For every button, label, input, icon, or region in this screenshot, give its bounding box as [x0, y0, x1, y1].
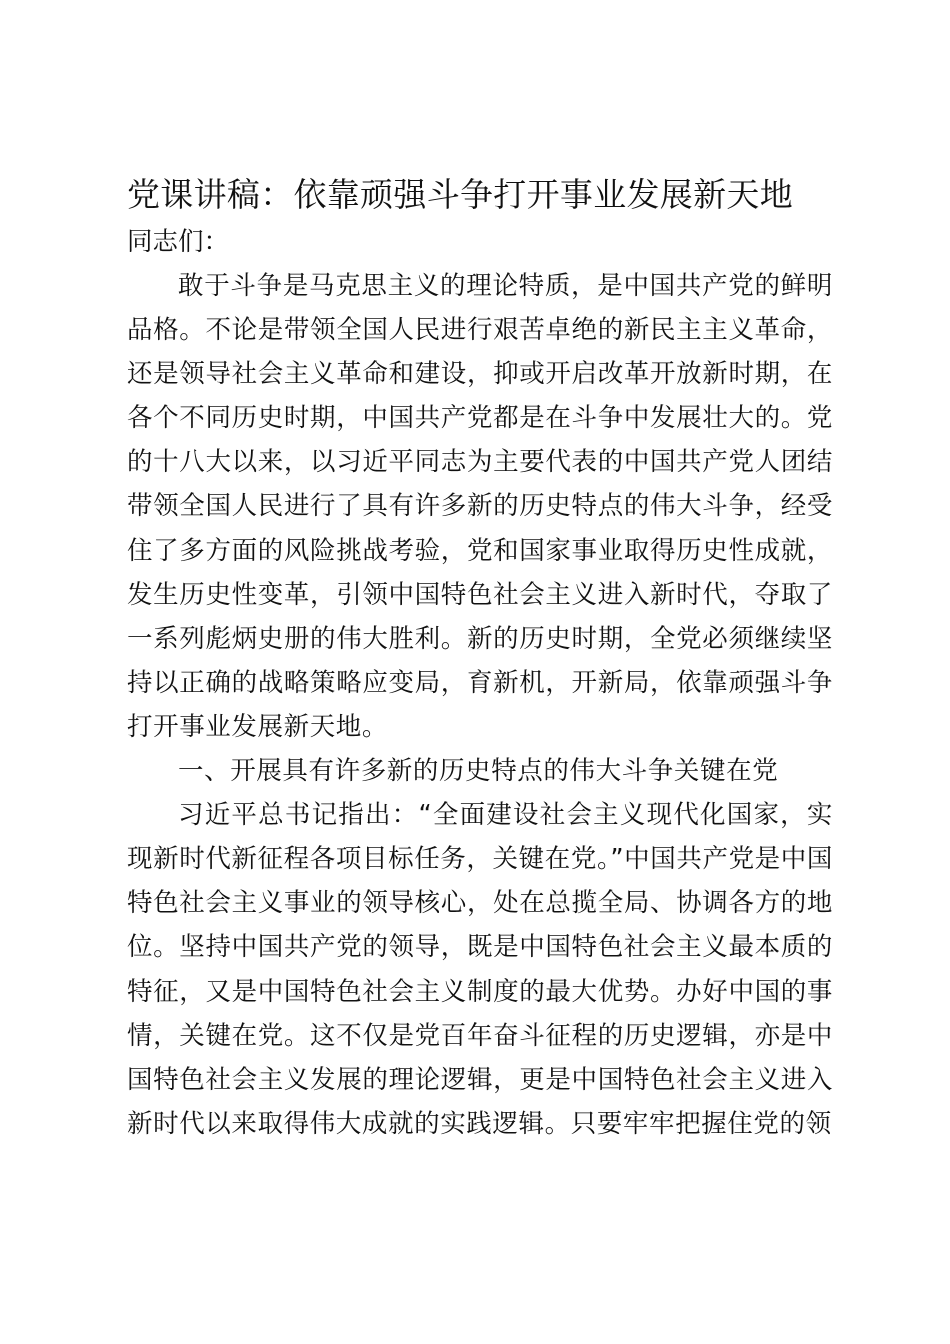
section-1-paragraph: 习近平总书记指出：“全面建设社会主义现代化国家，实现新时代新征程各项目标任务，关键在党。”中国共产党是中国特色社会主义事业的领导核心，处在总揽全局、协调各方的地位。坚持中国共产党的领导，既是中国特色社会主义最本质的特征，又是中国特色社会主义制度的最大优势。办好中国的事情，关键在党。这不仅是党百年奋斗征程的历史逻辑，亦是中国特色社会主义发展的理论逻辑，更是中国特色社会主义进入新时代以来取得伟大成就的实践逻辑。只要牢牢把握住党的领 [127, 800, 833, 1139]
document-body [127, 170, 833, 1146]
intro-paragraph: 敢于斗争是马克思主义的理论特质，是中国共产党的鲜明品格。不论是带领全国人民进行艰苦卓绝的新民主主义革命，还是领导社会主义革命和建设，抑或开启改革开放新时期，在各个不同历史时期，中国共产党都是在斗争中发展壮大的。党的十八大以来，以习近平同志为主要代表的中国共产党人团结带领全国人民进行了具有许多新的历史特点的伟大斗争，经受住了多方面的风险挑战考验，党和国家事业取得历史性成就，发生历史性变革，引领中国特色社会主义进入新时代，夺取了一系列彪炳史册的伟大胜利。新的历史时期，全党必须继续坚持以正确的战略策略应变局，育新机，开新局，依靠顽强斗争打开事业发展新天地。 [127, 271, 833, 742]
section-heading-1: 一、开展具有许多新的历史特点的伟大斗争关键在党 [178, 756, 779, 787]
salutation: 同志们： [127, 227, 230, 257]
document-title: 党课讲稿：依靠顽强斗争打开事业发展新天地 [127, 175, 793, 214]
